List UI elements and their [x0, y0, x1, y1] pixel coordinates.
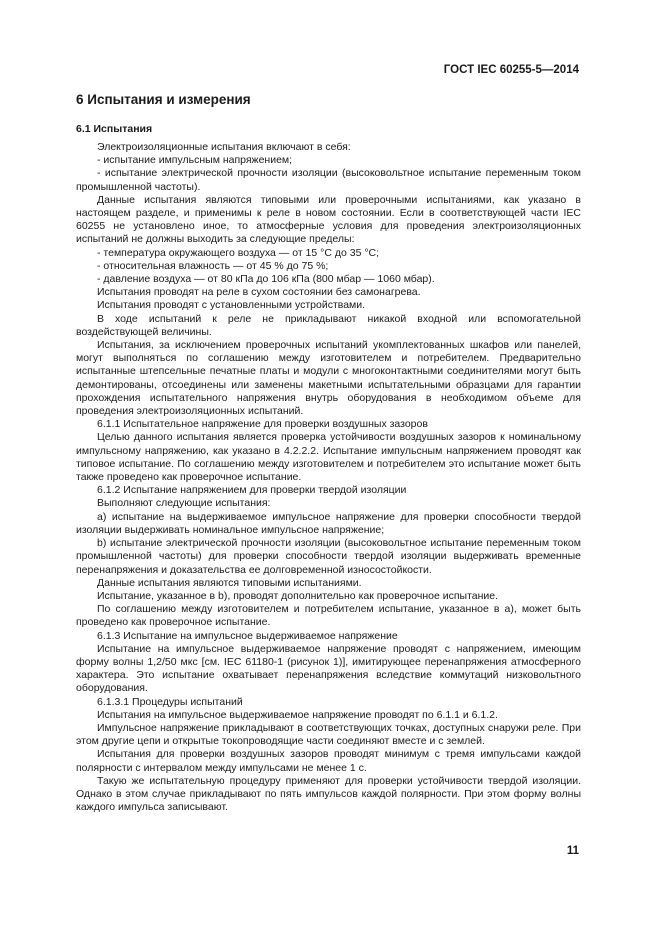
paragraph: Такую же испытательную процедуру применяют для проверки устойчивости твердой изоляции. Однако в этом случае прикладывают по пять импульсов каждой полярности. При этом форму волны каждого импульса записывают.: [76, 774, 581, 814]
paragraph: Целью данного испытания является проверка устойчивости воздушных зазоров к номинальному импульсному напряжению, как указано в 4.2.2.2. Испытание импульсным напряжением проводят как типовое испытание. По соглашению между изготовителем и потребителем это испытание может быть также проведено как проверочное испытание.: [76, 431, 581, 484]
paragraph: Испытания проводят на реле в сухом состоянии без самонагрева.: [97, 286, 421, 299]
list-item: b) испытание электрической прочности изоляции (высоковольтное испытание переменным током промышленной частоты) для проверки способности твердой изоляции выдерживать временные перенапряжения и доказательства ее долговременной износостойкости.: [76, 537, 581, 576]
section-title: 6 Испытания и измерения: [76, 92, 251, 107]
paragraph: Данные испытания являются типовыми испытаниями.: [97, 576, 362, 589]
clause-heading: 6.1.3 Испытание на импульсное выдерживаемое напряжение: [97, 629, 398, 642]
paragraph: Выполняют следующие испытания:: [97, 497, 271, 510]
paragraph: Испытания для проверки воздушных зазоров проводят минимум с тремя импульсами каждой полярности с интервалом между импульсами не менее 1 с.: [76, 748, 581, 774]
paragraph: Электроизоляционные испытания включают в себя:: [97, 141, 351, 153]
list-item: - давление воздуха — от 80 кПа до 106 кПа (800 мбар — 1060 мбар).: [97, 273, 435, 286]
list-item: - испытание импульсным напряжением;: [97, 154, 293, 167]
page-number: 11: [566, 845, 579, 857]
standard-header: ГОСТ IEC 60255-5—2014: [443, 64, 579, 76]
paragraph: Испытание, указанное в b), проводят дополнительно как проверочное испытание.: [97, 589, 499, 602]
paragraph: Испытания на импульсное выдерживаемое напряжение проводят по 6.1.1 и 6.1.2.: [97, 708, 498, 721]
clause-heading: 6.1.3.1 Процедуры испытаний: [97, 695, 243, 708]
paragraph: Данные испытания являются типовыми или проверочными испытаниями, как указано в настоящем разделе, и применимы к реле в новом состоянии. Если в соответствующей части IEC 60255 не установлено иное, то атмосферные условия для проведения электроизоляционных испытаний не должны выходить за следующие пределы:: [76, 193, 581, 246]
subsection-title: 6.1 Испытания: [76, 123, 153, 135]
clause-heading: 6.1.1 Испытательное напряжение для проверки воздушных зазоров: [97, 418, 428, 431]
paragraph: Испытания проводят с установленными устройствами.: [97, 299, 366, 312]
paragraph: В ходе испытаний к реле не прикладывают никакой входной или вспомогательной воздействующей величины.: [76, 312, 581, 338]
paragraph: Импульсное напряжение прикладывают в соответствующих точках, доступных снаружи реле. При этом другие цепи и открытые токопроводящие части соединяют вместе и с землей.: [76, 721, 581, 748]
list-item: а) испытание на выдерживаемое импульсное напряжение для проверки способности твердой изоляции выдерживать номинальное импульсное напряжение;: [76, 510, 581, 536]
body-text: [76, 141, 581, 814]
paragraph: Испытания, за исключением проверочных испытаний укомплектованных шкафов или панелей, могут выполняться по соглашению между изготовителем и потребителем. Предварительно испытанные штепсельные печатные платы и модули с многоконтактными соединителями могут быть демонтированы, отсоединены или заменены макетными испытательными образцами для гарантии прохождения испытательного напряжения внутрь оборудования в необходимом объеме для проведения электроизоляционных испытаний.: [76, 339, 581, 418]
paragraph: По соглашению между изготовителем и потребителем испытание, указанное в а), может быть проведено как проверочное испытание.: [76, 603, 581, 629]
clause-heading: 6.1.2 Испытание напряжением для проверки твердой изоляции: [97, 484, 407, 497]
list-item: - температура окружающего воздуха — от 15 °C до 35 °C;: [97, 246, 380, 259]
list-item: - относительная влажность — от 45 % до 75 %;: [97, 259, 329, 272]
paragraph: Испытание на импульсное выдерживаемое напряжение проводят с напряжением, имеющим форму волны 1,2/50 мкс [см. IEC 61180-1 (рисунок 1)], имитирующее перенапряжения атмосферного характера. Это испытание охватывает перенапряжения вследствие коммутаций низковольтного оборудования.: [76, 642, 581, 695]
list-item: - испытание электрической прочности изоляции (высоковольтное испытание переменным током промышленной частоты).: [76, 167, 581, 193]
